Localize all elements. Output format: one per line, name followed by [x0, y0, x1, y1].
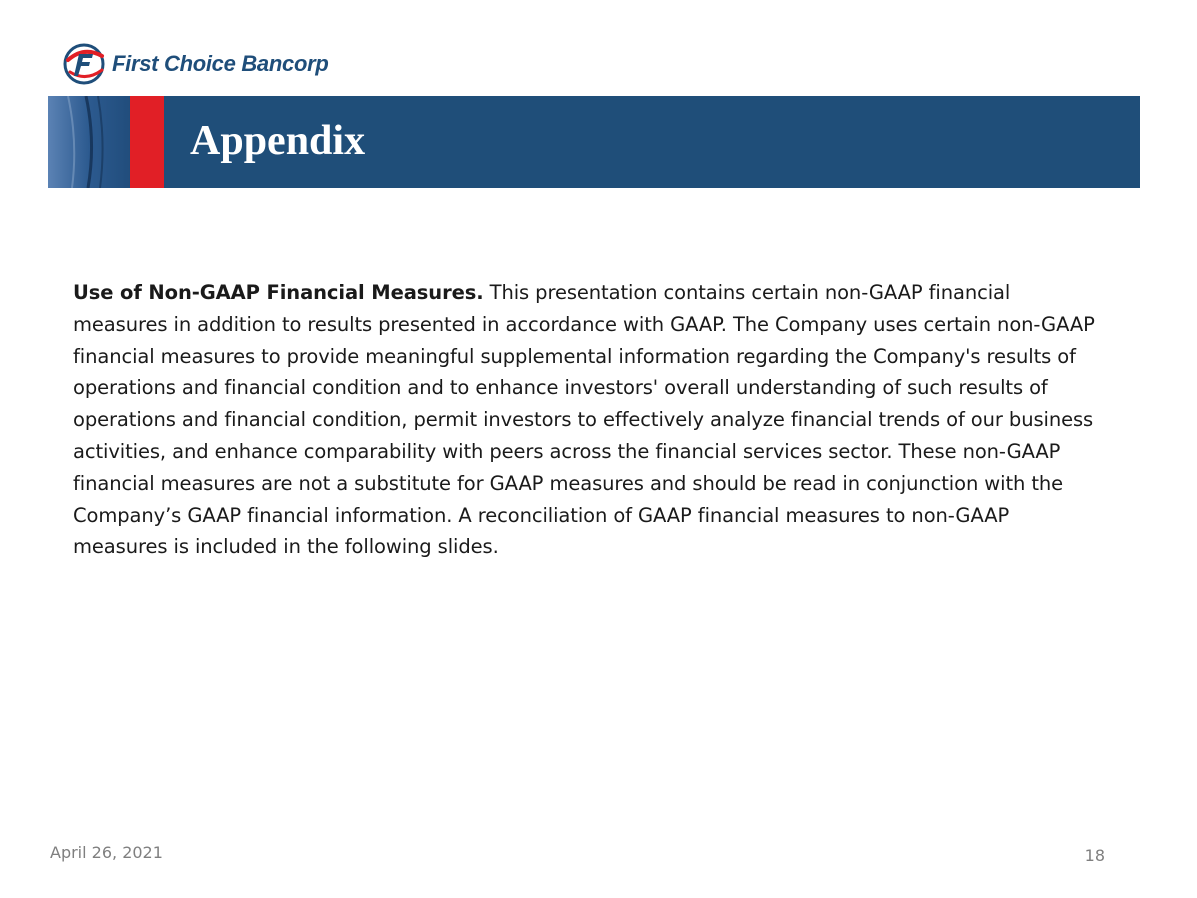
disclosure-heading: Use of Non-GAAP Financial Measures. [73, 281, 484, 304]
non-gaap-disclosure [73, 277, 1103, 563]
logo-mark-icon [62, 42, 108, 86]
footer-date: April 26, 2021 [50, 843, 163, 862]
title-banner [48, 96, 1140, 188]
logo-text: First Choice Bancorp [112, 51, 329, 76]
company-logo [62, 42, 328, 86]
page-title: Appendix [190, 118, 366, 164]
banner-red-accent [130, 96, 164, 188]
page-number: 18 [1084, 846, 1105, 865]
banner-decoration [48, 96, 130, 188]
disclosure-text: This presentation contains certain non-GAAP financial measures in addition to results presented in accordance with GAAP. The Company uses certain non-GAAP financial measures to provide meaningful supplemental information regarding the Company's results of operations and financial condition and to enhance investors' overall understanding of such results of operations and financial condition, permit investors to effectively analyze financial trends of our business activities, and enhance comparability with peers across the financial services sector. These non-GAAP financial measures are not a substitute for GAAP measures and should be read in conjunction with the Company’s GAAP financial information. A reconciliation of GAAP financial measures to non-GAAP measures is included in the following slides. [73, 281, 1095, 559]
